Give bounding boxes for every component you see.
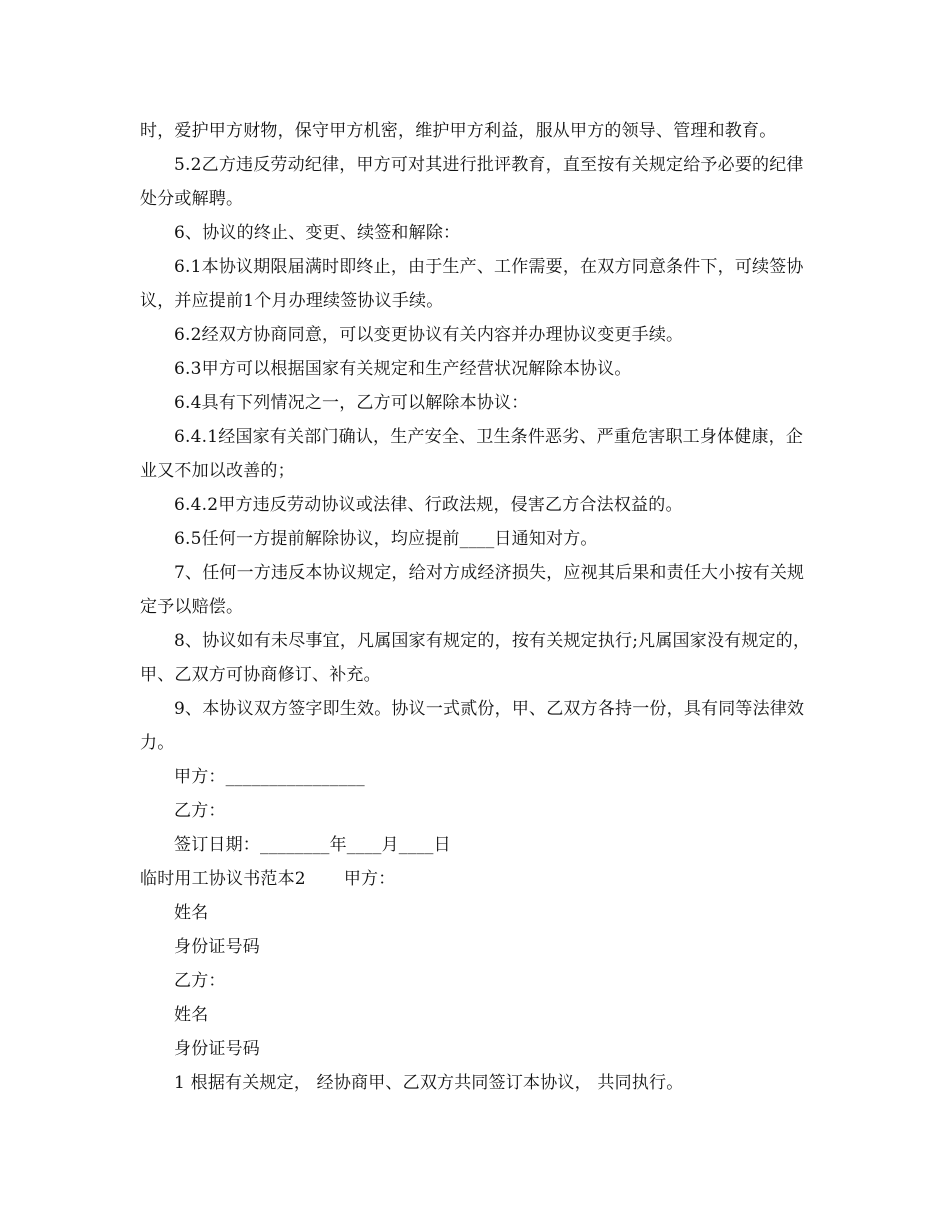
clause-6-5: 6.5任何一方提前解除协议，均应提前____日通知对方。	[174, 529, 598, 549]
template2-title-row	[140, 862, 820, 896]
clause-7: 7、任何一方违反本协议规定，给对方成经济损失，应视其后果和责任大小按有关规定予以赔偿。	[140, 563, 805, 617]
clause-6-3: 6.3甲方可以根据国家有关规定和生产经营状况解除本协议。	[174, 359, 632, 379]
clause-5-2: 5.2乙方违反劳动纪律，甲方可对其进行批评教育，直至按有关规定给予必要的纪律处分或解聘。	[140, 155, 804, 209]
clause-6-4-2: 6.4.2甲方违反劳动协议或法律、行政法规，侵害乙方合法权益的。	[174, 495, 683, 515]
template2-title: 临时用工协议书范本2	[140, 869, 306, 889]
paragraph-continuation: 时，爱护甲方财物，保守甲方机密，维护甲方利益，服从甲方的领导、管理和教育。	[140, 121, 777, 141]
clause-6-4: 6.4具有下列情况之一，乙方可以解除本协议：	[174, 393, 529, 413]
template2-party-b-label: 乙方：	[174, 971, 226, 991]
template2-party-b-name: 姓名	[174, 1005, 209, 1025]
signature-date: 签订日期：________年____月____日	[174, 835, 451, 855]
template2-party-a-name: 姓名	[174, 903, 209, 923]
clause-8: 8、协议如有未尽事宜，凡属国家有规定的，按有关规定执行;凡属国家没有规定的，甲、乙双方可协商修订、补充。	[140, 631, 811, 685]
clause-6-1: 6.1本协议期限届满时即终止，由于生产、工作需要，在双方同意条件下，可续签协议，并应提前1个月办理续签协议手续。	[140, 257, 804, 311]
template2-party-a-label: 甲方：	[343, 869, 396, 889]
clause-9: 9、本协议双方签字即生效。协议一式贰份，甲、乙双方各持一份，具有同等法律效力。	[140, 699, 805, 753]
template2-clause-1: 1 根据有关规定， 经协商甲、乙双方共同签订本协议， 共同执行。	[174, 1073, 684, 1093]
section-6-heading: 6、协议的终止、变更、续签和解除：	[174, 223, 461, 243]
signature-party-b: 乙方：	[174, 801, 226, 821]
signature-party-a: 甲方：________________	[174, 767, 365, 787]
clause-6-2: 6.2经双方协商同意，可以变更协议有关内容并办理协议变更手续。	[174, 325, 684, 345]
document-body	[140, 114, 820, 1100]
template2-party-b-id: 身份证号码	[174, 1039, 260, 1059]
template2-party-a-id: 身份证号码	[174, 937, 260, 957]
clause-6-4-1: 6.4.1经国家有关部门确认，生产安全、卫生条件恶劣、严重危害职工身体健康，企业又不加以改善的；	[140, 427, 804, 481]
